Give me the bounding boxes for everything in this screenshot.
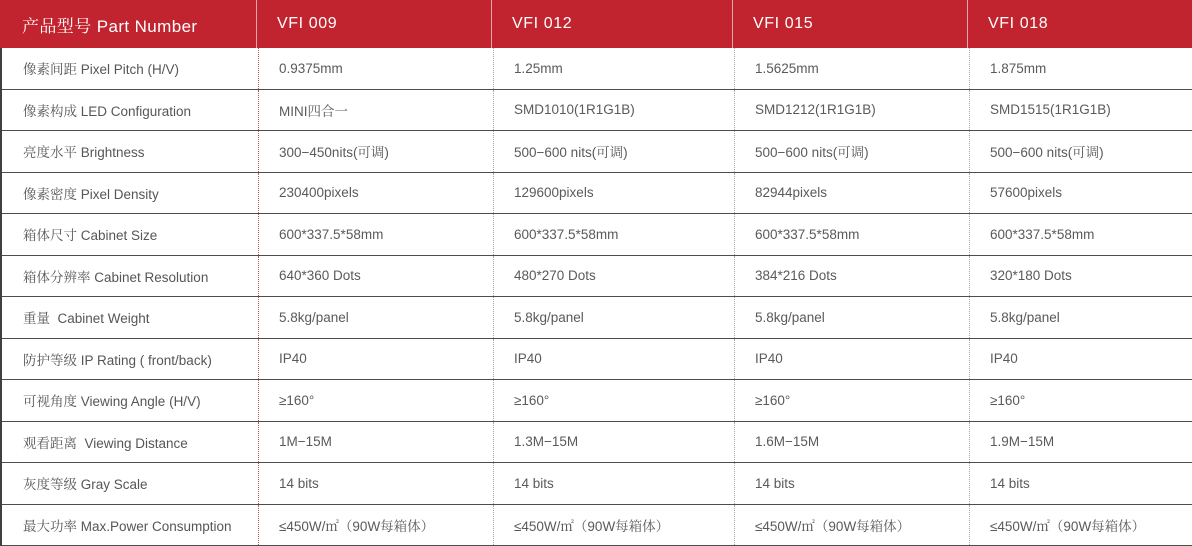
spec-row-label: 防护等级 IP Rating ( front/back) <box>23 352 212 368</box>
spec-row-label: 像素间距 Pixel Pitch (H/V) <box>23 62 180 78</box>
spec-value-vfi012: IP40 <box>493 339 734 380</box>
spec-value-vfi012: 500−600 nits(可调) <box>493 131 734 172</box>
spec-row-label: 亮度水平 Brightness <box>23 145 145 161</box>
spec-value-vfi012: 1.3M−15M <box>493 422 734 463</box>
spec-value-vfi015: 14 bits <box>734 463 969 504</box>
spec-value-vfi015: ≤450W/㎡（90W每箱体） <box>734 505 969 546</box>
spec-value-vfi009: 14 bits <box>258 463 493 504</box>
table-row <box>2 131 1192 173</box>
spec-value-vfi018: IP40 <box>969 339 1192 380</box>
spec-value-vfi018: 600*337.5*58mm <box>969 214 1192 255</box>
spec-value-vfi018: ≥160° <box>969 380 1192 421</box>
spec-value-vfi012: 5.8kg/panel <box>493 297 734 338</box>
spec-value-vfi012: 600*337.5*58mm <box>493 214 734 255</box>
spec-row-label: 可视角度 Viewing Angle (H/V) <box>23 394 201 410</box>
spec-value-vfi009: ≤450W/㎡（90W每箱体） <box>258 505 493 546</box>
spec-value-vfi018: 1.875mm <box>969 48 1192 89</box>
table-row <box>2 256 1192 298</box>
spec-value-vfi018: 57600pixels <box>969 173 1192 214</box>
spec-value-vfi018: ≤450W/㎡（90W每箱体） <box>969 505 1192 546</box>
column-header-vfi015: VFI 015 <box>732 0 967 48</box>
table-row <box>2 90 1192 132</box>
table-row <box>2 422 1192 464</box>
spec-value-vfi009: ≥160° <box>258 380 493 421</box>
spec-row-label: 灰度等级 Gray Scale <box>23 477 148 493</box>
spec-value-vfi009: 640*360 Dots <box>258 256 493 297</box>
spec-value-vfi018: SMD1515(1R1G1B) <box>969 90 1192 131</box>
spec-value-vfi012: SMD1010(1R1G1B) <box>493 90 734 131</box>
table-row <box>2 173 1192 215</box>
spec-value-vfi015: 500−600 nits(可调) <box>734 131 969 172</box>
spec-value-vfi018: 320*180 Dots <box>969 256 1192 297</box>
spec-row-label: 箱体尺寸 Cabinet Size <box>23 228 158 244</box>
table-row <box>2 297 1192 339</box>
spec-value-vfi012: 1.25mm <box>493 48 734 89</box>
spec-value-vfi015: 600*337.5*58mm <box>734 214 969 255</box>
spec-row-label: 像素密度 Pixel Density <box>23 186 159 202</box>
spec-value-vfi018: 500−600 nits(可调) <box>969 131 1192 172</box>
spec-value-vfi015: ≥160° <box>734 380 969 421</box>
spec-value-vfi009: 5.8kg/panel <box>258 297 493 338</box>
spec-value-vfi018: 1.9M−15M <box>969 422 1192 463</box>
table-row <box>2 339 1192 381</box>
table-body <box>0 48 1192 546</box>
column-header-vfi012: VFI 012 <box>491 0 732 48</box>
spec-row-label: 像素构成 LED Configuration <box>23 103 192 119</box>
spec-value-vfi015: 384*216 Dots <box>734 256 969 297</box>
part-number-header: 产品型号 Part Number <box>22 16 198 36</box>
spec-value-vfi009: MINI四合一 <box>258 90 493 131</box>
spec-value-vfi012: 14 bits <box>493 463 734 504</box>
spec-value-vfi009: 600*337.5*58mm <box>258 214 493 255</box>
spec-row-label: 重量 Cabinet Weight <box>23 311 150 327</box>
table-row <box>2 214 1192 256</box>
spec-value-vfi009: 230400pixels <box>258 173 493 214</box>
table-header-row <box>0 0 1192 48</box>
spec-value-vfi015: 5.8kg/panel <box>734 297 969 338</box>
table-row <box>2 463 1192 505</box>
spec-value-vfi012: 480*270 Dots <box>493 256 734 297</box>
column-header-vfi009: VFI 009 <box>256 0 491 48</box>
spec-value-vfi015: 1.6M−15M <box>734 422 969 463</box>
spec-value-vfi015: SMD1212(1R1G1B) <box>734 90 969 131</box>
table-row <box>2 505 1192 546</box>
spec-value-vfi015: 82944pixels <box>734 173 969 214</box>
spec-row-label: 观看距离 Viewing Distance <box>23 435 188 451</box>
spec-row-label: 箱体分辨率 Cabinet Resolution <box>23 269 209 285</box>
spec-row-label: 最大功率 Max.Power Consumption <box>23 518 232 534</box>
spec-value-vfi012: ≤450W/㎡（90W每箱体） <box>493 505 734 546</box>
spec-value-vfi009: 300−450nits(可调) <box>258 131 493 172</box>
spec-value-vfi018: 5.8kg/panel <box>969 297 1192 338</box>
table-row <box>2 48 1192 90</box>
spec-value-vfi009: IP40 <box>258 339 493 380</box>
spec-value-vfi015: IP40 <box>734 339 969 380</box>
spec-value-vfi015: 1.5625mm <box>734 48 969 89</box>
column-header-vfi018: VFI 018 <box>967 0 1192 48</box>
table-row <box>2 380 1192 422</box>
spec-value-vfi012: 129600pixels <box>493 173 734 214</box>
spec-value-vfi018: 14 bits <box>969 463 1192 504</box>
spec-value-vfi012: ≥160° <box>493 380 734 421</box>
spec-value-vfi009: 0.9375mm <box>258 48 493 89</box>
spec-value-vfi009: 1M−15M <box>258 422 493 463</box>
